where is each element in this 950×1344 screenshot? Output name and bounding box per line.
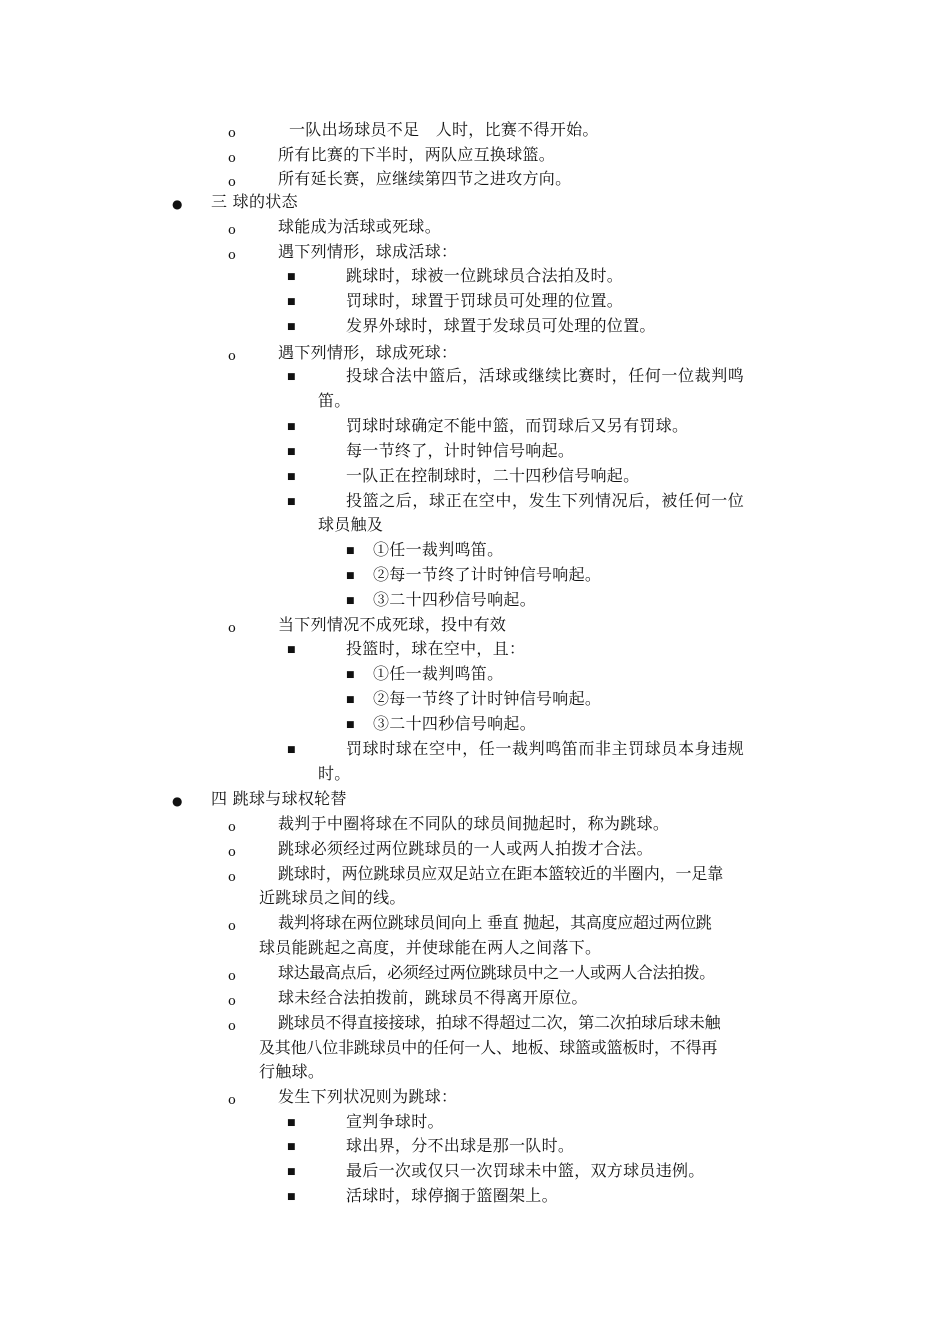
list-item: [0, 612, 950, 638]
list-item-text: ②每一节终了计时钟信号响起。: [373, 689, 602, 708]
list-item: [0, 1084, 950, 1110]
list-item-text: 活球时，球停搁于篮圈架上。: [346, 1186, 558, 1205]
section-heading-3: [0, 189, 950, 215]
list-item-text: 最后一次或仅只一次罚球未中篮，双方球员违例。: [346, 1161, 705, 1180]
circle-bullet: o: [228, 126, 236, 141]
list-item: [0, 1133, 950, 1159]
list-item-text: ③二十四秒信号响起。: [373, 714, 537, 733]
list-item-text: 所有比赛的下半时，两队应互换球篮。: [278, 145, 556, 164]
list-item: [0, 313, 950, 339]
square-bullet: ■: [287, 297, 296, 307]
list-item-continuation: [0, 1035, 950, 1061]
list-item-text: 投篮时，球在空中，且：: [346, 639, 526, 658]
list-item: [0, 438, 950, 464]
square-bullet: ■: [287, 322, 296, 332]
list-item: [0, 910, 950, 936]
list-item: [0, 363, 950, 389]
list-item: [0, 463, 950, 489]
square-bullet: ■: [346, 596, 355, 606]
section-title: 四 跳球与球权轮替: [211, 789, 347, 808]
list-item: [0, 214, 950, 240]
list-item-text: 近跳球员之间的线。: [259, 888, 406, 907]
list-item: [0, 985, 950, 1011]
circle-bullet: o: [228, 1093, 236, 1108]
list-item: [0, 661, 950, 687]
list-item-text: ②每一节终了计时钟信号响起。: [373, 565, 602, 584]
list-item-text: ③二十四秒信号响起。: [373, 590, 537, 609]
square-bullet: ■: [287, 1142, 296, 1152]
square-bullet: ■: [346, 670, 355, 680]
list-item: [0, 239, 950, 265]
list-item-text: 球达最高点后，必须经过两位跳球员中之一人或两人合法拍拨。: [278, 963, 715, 982]
square-bullet: ■: [287, 447, 296, 457]
square-bullet: ■: [287, 472, 296, 482]
list-item: [0, 1158, 950, 1184]
list-item-text: 球能成为活球或死球。: [278, 217, 442, 236]
list-item-text: 罚球时球在空中，任一裁判鸣笛而非主罚球员本身违规: [346, 739, 745, 758]
list-item: [0, 836, 950, 862]
list-item: [0, 960, 950, 986]
list-item: [0, 562, 950, 588]
square-bullet: ■: [287, 1192, 296, 1202]
circle-bullet: o: [228, 175, 236, 190]
circle-bullet: o: [228, 248, 236, 263]
list-item-text: 跳球必须经过两位跳球员的一人或两人拍拨才合法。: [278, 839, 653, 858]
list-item-text: ①任一裁判鸣笛。: [373, 664, 504, 683]
list-item-text: 所有延长赛，应继续第四节之进攻方向。: [278, 169, 572, 188]
circle-bullet: o: [228, 621, 236, 636]
list-item-continuation: [0, 512, 950, 538]
list-item-text: 跳球时，两位跳球员应双足站立在距本篮较近的半圈内，一足靠: [278, 864, 724, 883]
list-item-text: 遇下列情形，球成活球：: [278, 242, 458, 261]
list-item-text: 笛。: [318, 391, 351, 410]
list-item-text: 时。: [318, 764, 351, 783]
list-item: [0, 488, 950, 514]
list-item: [0, 636, 950, 662]
list-item-text: 一队正在控制球时，二十四秒信号响起。: [346, 466, 640, 485]
list-item-text: 每一节终了，计时钟信号响起。: [346, 441, 575, 460]
list-item: [0, 263, 950, 289]
list-item: [0, 117, 950, 143]
list-item-continuation: [0, 935, 950, 961]
square-bullet: ■: [287, 1167, 296, 1177]
list-item-text: ①任一裁判鸣笛。: [373, 540, 504, 559]
list-item: [0, 861, 950, 887]
square-bullet: ■: [287, 745, 296, 755]
list-item-text: 一队出场球员不足 人时，比赛不得开始。: [289, 120, 599, 139]
list-item-text: 罚球时球确定不能中篮，而罚球后又另有罚球。: [346, 416, 689, 435]
list-item-continuation: [0, 761, 950, 787]
list-item-continuation: [0, 885, 950, 911]
square-bullet: ■: [287, 422, 296, 432]
list-item: [0, 711, 950, 737]
list-item-text: 宣判争球时。: [346, 1112, 444, 1131]
list-item-text: 球出界，分不出球是那一队时。: [346, 1136, 575, 1155]
list-item-continuation: [0, 388, 950, 414]
disc-bullet: ●: [172, 794, 183, 808]
list-item-text: 投球合法中篮后，活球或继续比赛时，任何一位裁判鸣: [346, 366, 745, 385]
circle-bullet: o: [228, 994, 236, 1009]
circle-bullet: o: [228, 845, 236, 860]
list-item-text: 裁判于中圈将球在不同队的球员间抛起时，称为跳球。: [278, 814, 670, 833]
circle-bullet: o: [228, 349, 236, 364]
section-title: 三 球的状态: [211, 192, 298, 211]
square-bullet: ■: [287, 497, 296, 507]
list-item: [0, 537, 950, 563]
list-item-text: 发生下列状况则为跳球：: [278, 1087, 458, 1106]
disc-bullet: ●: [172, 197, 183, 211]
list-item-text: 行触球。: [259, 1062, 325, 1081]
list-item-text: 球员触及: [318, 515, 384, 534]
list-item: [0, 1010, 950, 1036]
square-bullet: ■: [287, 372, 296, 382]
list-item-text: 跳球时，球被一位跳球员合法拍及时。: [346, 266, 624, 285]
square-bullet: ■: [287, 1118, 296, 1128]
circle-bullet: o: [228, 223, 236, 238]
list-item-text: 及其他八位非跳球员中的任何一人、地板、球篮或篮板时，不得再: [259, 1038, 718, 1057]
list-item-text: 遇下列情形，球成死球：: [278, 343, 458, 362]
list-item: [0, 686, 950, 712]
list-item-text: 当下列情况不成死球，投中有效: [278, 615, 507, 634]
list-item: [0, 587, 950, 613]
list-item: [0, 736, 950, 762]
circle-bullet: o: [228, 1019, 236, 1034]
list-item-continuation: [0, 1059, 950, 1085]
list-item-text: 跳球员不得直接接球，拍球不得超过二次，第二次拍球后球未触: [278, 1013, 721, 1032]
list-item: [0, 288, 950, 314]
section-heading-4: [0, 786, 950, 812]
circle-bullet: o: [228, 820, 236, 835]
list-item-text: 投篮之后，球正在空中，发生下列情况后，被任何一位: [346, 491, 745, 510]
circle-bullet: o: [228, 969, 236, 984]
list-item-text: 罚球时，球置于罚球员可处理的位置。: [346, 291, 624, 310]
square-bullet: ■: [346, 571, 355, 581]
list-item-text: 发界外球时，球置于发球员可处理的位置。: [346, 316, 656, 335]
square-bullet: ■: [346, 695, 355, 705]
circle-bullet: o: [228, 151, 236, 166]
square-bullet: ■: [346, 546, 355, 556]
square-bullet: ■: [287, 645, 296, 655]
square-bullet: ■: [346, 720, 355, 730]
list-item: [0, 1183, 950, 1209]
list-item: [0, 142, 950, 168]
list-item: [0, 1109, 950, 1135]
circle-bullet: o: [228, 919, 236, 934]
list-item-text: 球未经合法拍拨前，跳球员不得离开原位。: [278, 988, 588, 1007]
list-item: [0, 413, 950, 439]
list-item: [0, 811, 950, 837]
list-item-text: 裁判将球在两位跳球员间向上 垂直 抛起，其高度应超过两位跳: [278, 913, 712, 932]
square-bullet: ■: [287, 272, 296, 282]
circle-bullet: o: [228, 870, 236, 885]
list-item-text: 球员能跳起之高度，并使球能在两人之间落下。: [259, 938, 602, 957]
